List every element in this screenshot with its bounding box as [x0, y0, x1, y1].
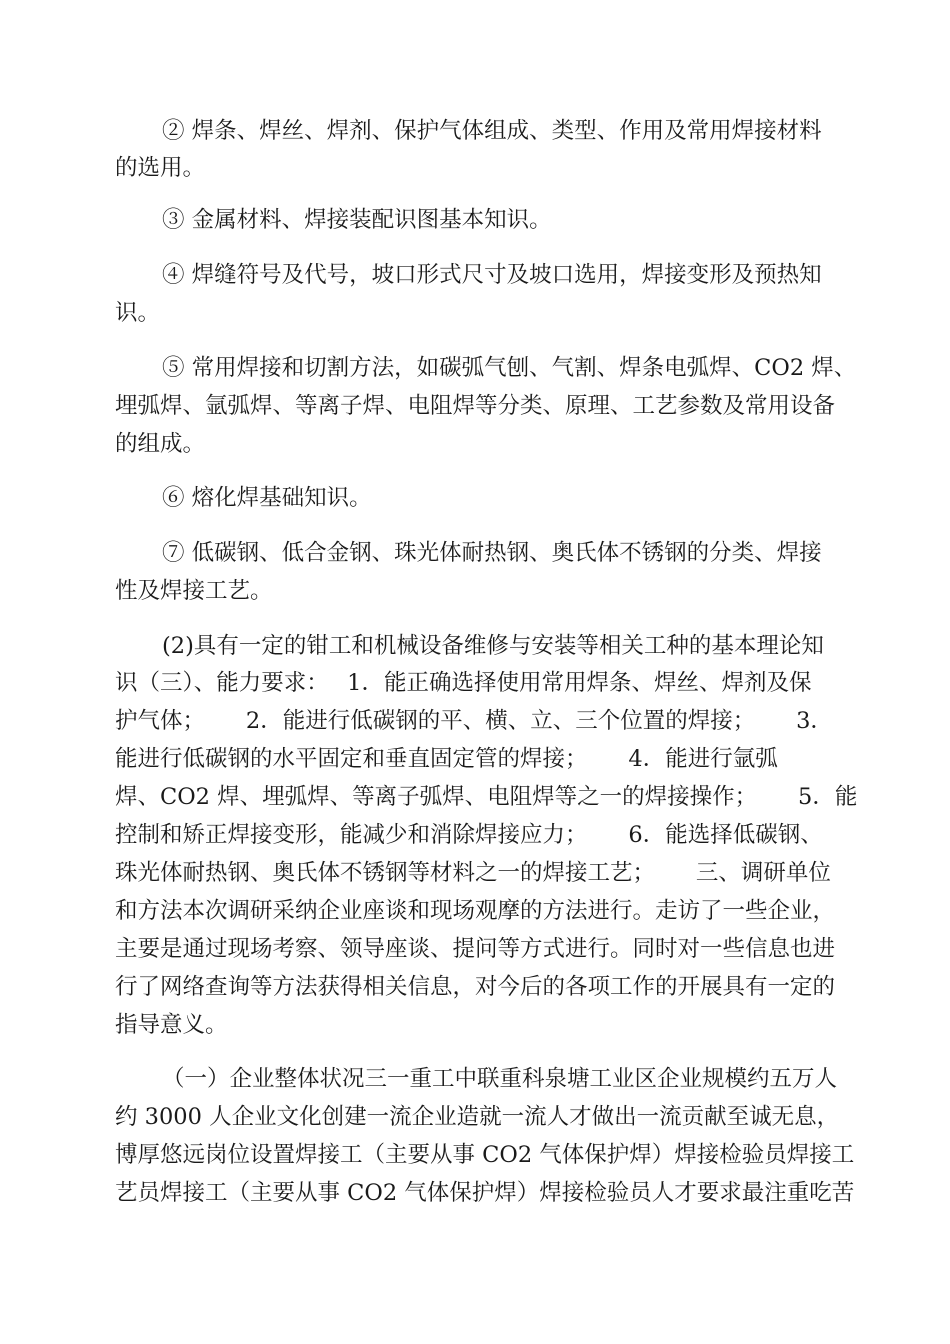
- text-line: （一）企业整体状况三一重工中联重科泉塘工业区企业规模约五万人: [162, 1066, 838, 1092]
- text-line: 的选用。: [115, 155, 206, 181]
- text-line: 主要是通过现场考察、领导座谈、提问等方式进行。同时对一些信息也进: [115, 936, 836, 962]
- text-line: 约 3000 人企业文化创建一流企业造就一流人才做出一流贡献至诚无息，: [115, 1104, 840, 1130]
- text-line: 博厚悠远岗位设置焊接工（主要从事 CO2 气体保护焊）焊接检验员焊接工: [115, 1142, 855, 1168]
- text-line: 埋弧焊、氩弧焊、等离子焊、电阻焊等分类、原理、工艺参数及常用设备: [115, 393, 836, 419]
- text-line: 识（三）、能力要求： 1．能正确选择使用常用焊条、焊丝、焊剂及保: [115, 670, 812, 696]
- text-line: ② 焊条、焊丝、焊剂、保护气体组成、类型、作用及常用焊接材料: [162, 118, 822, 144]
- text-line: ⑦ 低碳钢、低合金钢、珠光体耐热钢、奥氏体不锈钢的分类、焊接: [162, 540, 822, 566]
- text-line: 控制和矫正焊接变形，能减少和消除焊接应力； 6．能选择低碳钢、: [115, 822, 823, 848]
- text-line: 识。: [115, 300, 161, 326]
- text-line: 的组成。: [115, 431, 206, 457]
- text-line: 珠光体耐热钢、奥氏体不锈钢等材料之一的焊接工艺； 三、调研单位: [115, 860, 831, 886]
- text-line: 指导意义。: [115, 1012, 228, 1038]
- text-line: 行了网络查询等方法获得相关信息，对今后的各项工作的开展具有一定的: [115, 974, 836, 1000]
- text-line: 护气体； 2．能进行低碳钢的平、横、立、三个位置的焊接； 3．: [115, 708, 833, 734]
- text-line: (2)具有一定的钳工和机械设备维修与安装等相关工种的基本理论知: [162, 633, 824, 659]
- text-line: ③ 金属材料、焊接装配识图基本知识。: [162, 207, 552, 233]
- text-line: 艺员焊接工（主要从事 CO2 气体保护焊）焊接检验员人才要求最注重吃苦: [115, 1180, 855, 1206]
- text-line: ④ 焊缝符号及代号，坡口形式尺寸及坡口选用，焊接变形及预热知: [162, 262, 822, 288]
- text-line: 焊、CO2 焊、埋弧焊、等离子弧焊、电阻焊等之一的焊接操作； 5．能: [115, 784, 858, 810]
- text-line: 性及焊接工艺。: [115, 578, 273, 604]
- text-line: 和方法本次调研采纳企业座谈和现场观摩的方法进行。走访了一些企业，: [115, 898, 836, 924]
- text-line: ⑥ 熔化焊基础知识。: [162, 485, 372, 511]
- text-line: 能进行低碳钢的水平固定和垂直固定管的焊接； 4．能进行氩弧: [115, 746, 778, 772]
- text-line: ⑤ 常用焊接和切割方法，如碳弧气刨、气割、焊条电弧焊、CO2 焊、: [162, 355, 857, 381]
